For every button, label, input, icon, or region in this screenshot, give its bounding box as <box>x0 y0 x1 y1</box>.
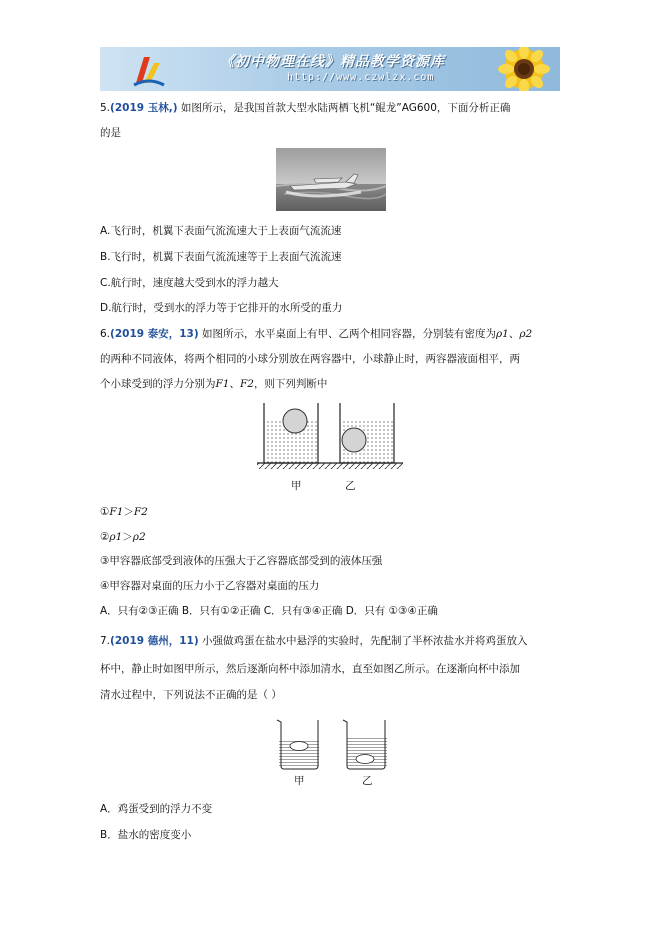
statement-1-number: ① <box>100 506 110 518</box>
q7-source: (2019 德州，11) <box>110 635 199 647</box>
q5-source: (2019 玉林,) <box>110 102 178 114</box>
q7-option-b: B．盐水的密度变小 <box>100 829 192 841</box>
q7-number: 7. <box>100 635 111 647</box>
ball-left <box>283 409 307 433</box>
statement-2-number: ② <box>100 531 110 543</box>
q5-number: 5. <box>100 102 111 114</box>
q6-label-left: 甲 <box>291 480 302 492</box>
q6-source: (2019 泰安，13) <box>110 328 199 340</box>
q7-label-right: 乙 <box>362 775 373 787</box>
banner-title: 《初中物理在线》精品教学资源库 <box>220 54 445 70</box>
q6-f1: F1 <box>215 378 230 390</box>
q6-statement-3: ③甲容器底部受到液体的压强大于乙容器底部受到的液体压强 <box>100 555 383 567</box>
q6-containers-diagram <box>255 401 405 479</box>
q5-text-line1: 如图所示，是我国首款大型水陆两栖飞机“鲲龙”AG600，下面分析正确 <box>180 102 511 114</box>
q6-line1 <box>100 327 532 341</box>
q6-statement-1 <box>100 505 148 519</box>
q5-option-d: D.航行时，受到水的浮力等于它排开的水所受的重力 <box>100 302 343 314</box>
q5-option-c: C.航行时，速度越大受到水的浮力越大 <box>100 277 279 289</box>
seaplane-photo <box>276 148 386 211</box>
q7-beakers-diagram <box>275 716 393 771</box>
q6-answer-options: A．只有②③正确 B．只有①②正确 C．只有③④正确 D．只有 ①③④正确 <box>100 605 438 617</box>
q6-text-line3a: 个小球受到的浮力分别为 <box>100 378 216 390</box>
q6-sep: 、 <box>508 328 520 340</box>
q6-f2: F2 <box>239 378 254 390</box>
ball-right <box>342 428 366 452</box>
q5-option-a: A.飞行时，机翼下表面气流流速大于上表面气流流速 <box>100 225 342 237</box>
q6-sep2: 、 <box>229 378 240 390</box>
statement-2-left: ρ1 <box>109 531 123 543</box>
q6-text-line3b: ，则下列判断中 <box>253 378 328 390</box>
q6-rho1: ρ1 <box>495 328 509 340</box>
q6-line3 <box>100 377 327 391</box>
q6-rho2: ρ2 <box>519 328 533 340</box>
q6-label-right: 乙 <box>345 480 356 492</box>
header-banner <box>100 47 560 91</box>
statement-2-operator: ＞ <box>122 531 133 543</box>
q6-number: 6. <box>100 328 111 340</box>
statement-1-right: F2 <box>133 506 148 518</box>
statement-1-left: F1 <box>109 506 124 518</box>
q7-label-left: 甲 <box>294 775 305 787</box>
statement-2-right: ρ2 <box>132 531 146 543</box>
table-surface <box>257 463 403 469</box>
q7-text-line2: 杯中，静止时如图甲所示，然后逐渐向杯中添加清水，直至如图乙所示。在逐渐向杯中添加 <box>100 663 520 675</box>
banner-url: http://www.czwlzx.com <box>287 72 435 83</box>
q6-statement-4: ④甲容器对桌面的压力小于乙容器对桌面的压力 <box>100 580 320 592</box>
q6-statement-2 <box>100 530 146 544</box>
egg-right <box>356 755 374 764</box>
q7-line1 <box>100 634 527 648</box>
q6-text-line2: 的两种不同液体，将两个相同的小球分别放在两容器中，小球静止时，两容器液面相平，两 <box>100 353 520 365</box>
q7-text-line1: 小强做鸡蛋在盐水中悬浮的实验时，先配制了半杯浓盐水并将鸡蛋放入 <box>201 635 528 647</box>
site-logo-icon <box>130 49 168 89</box>
sunflower-icon <box>486 47 556 91</box>
q6-text-line1: 如图所示，水平桌面上有甲、乙两个相同容器，分别装有密度为 <box>201 328 496 340</box>
q7-text-line3: 清水过程中，下列说法不正确的是（ ） <box>100 689 282 701</box>
egg-left <box>290 742 308 751</box>
q7-option-a: A．鸡蛋受到的浮力不变 <box>100 803 213 815</box>
statement-1-operator: ＞ <box>123 506 134 518</box>
q5-text-line2: 的是 <box>100 127 121 139</box>
q5-line1 <box>100 101 510 115</box>
q5-option-b: B.飞行时，机翼下表面气流流速等于上表面气流流速 <box>100 251 342 263</box>
